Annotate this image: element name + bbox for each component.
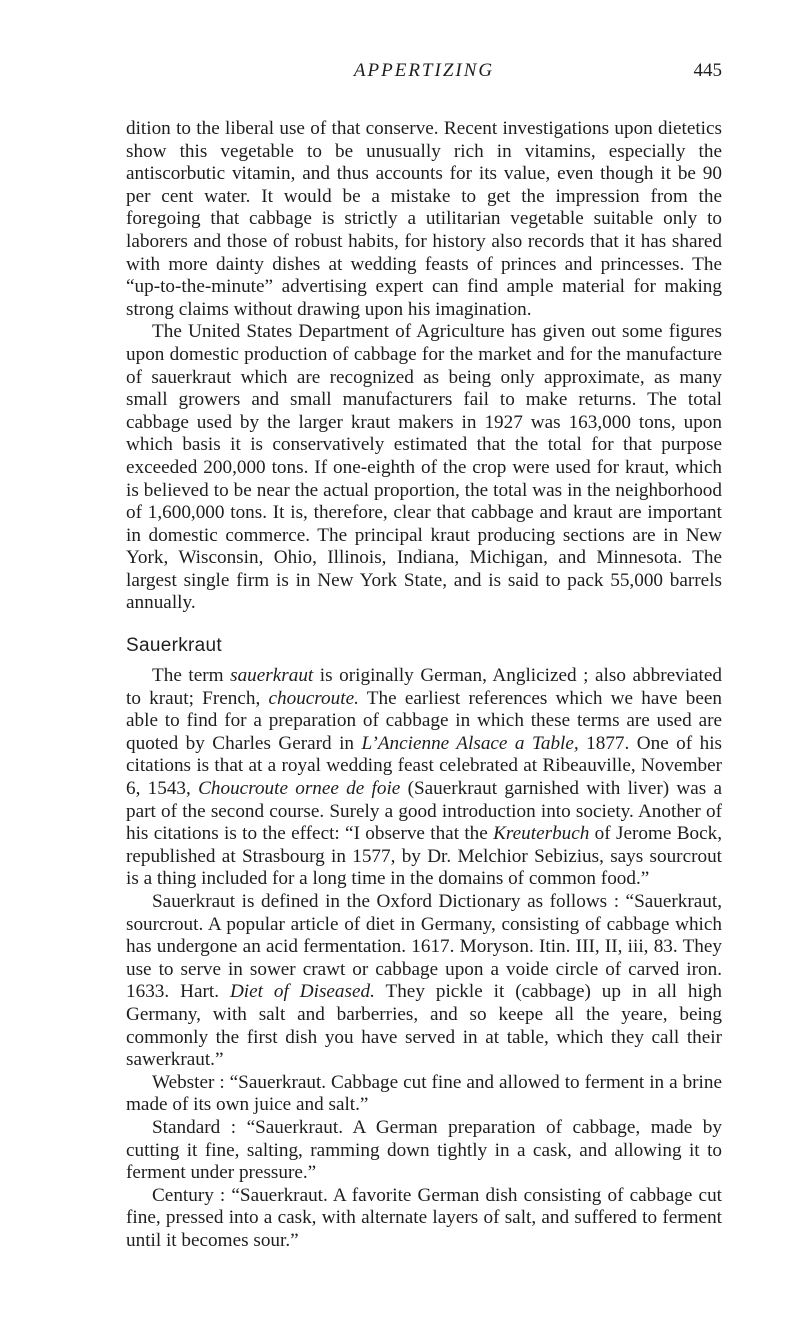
italic-term: sauerkraut bbox=[230, 665, 314, 687]
paragraph-agriculture: The United States Department of Agriculture has given out some figures upon domestic production of cabbage for the market and for the manufacture of sauerkraut which are recognized as being only approximate, as many small growers and small manufacturers fail to make returns. The total cabbage used by the larger kraut makers in 1927 was 163,000 tons, upon which basis it is conservatively estimated that the total for that purpose exceeded 200,000 tons. If one-eighth of the crop were used for kraut, which is believed to be near the actual proportion, the total was in the neighborhood of 1,600,000 tons. It is, therefore, clear that cabbage and kraut are important in domestic commerce. The principal kraut producing sections are in New York, Wisconsin, Ohio, Illinois, Indiana, Michigan, and Minnesota. The largest single firm is in New York State, and is said to pack 55,000 barrels annually. bbox=[126, 321, 722, 614]
italic-book-title: Kreuterbuch bbox=[493, 823, 590, 845]
text-run: They pickle it (cabbage) up in all high Germany, with salt and barberries, and so keepe all the yeare, being commonly the first dish you have served in at table, which they call their sawerkraut.” bbox=[126, 981, 723, 1071]
paragraph-continuation: dition to the liberal use of that conserve. Recent investigations upon dietetics show this vegetable to be unusually rich in vitamins, especially the antiscorbutic vitamin, and thus accounts for its value, even though it be 90 per cent water. It would be a mistake to get the impression from the foregoing that cabbage is strictly a utilitarian vegetable suitable only to laborers and those of robust habits, for history also records that it has shared with more dainty dishes at wedding feasts of princes and princesses. The “up-to-the-minute” advertising expert can find ample material for making strong claims without drawing upon his imagination. bbox=[126, 118, 722, 320]
text-run: The earliest references which we have been able to find for a preparation of cabbage in which these terms are used are quoted by Charles Gerard in bbox=[126, 687, 722, 754]
running-title: APPERTIZING bbox=[353, 60, 495, 81]
paragraph-webster-definition: Webster : “Sauerkraut. Cabbage cut fine and allowed to ferment in a brine made of its own juice and salt.” bbox=[126, 1071, 722, 1116]
page-number: 445 bbox=[693, 60, 722, 81]
book-page bbox=[126, 60, 722, 1253]
text-run: is originally German, Anglicized ; also abbreviated to kraut; French, bbox=[126, 665, 722, 709]
text-run: The term bbox=[152, 665, 231, 687]
text-run: of Jerome Bock, republished at Strasbourg in 1577, by Dr. Melchior Sebizius, says sourcrout is a thing included for a long time in the domains of common food.” bbox=[126, 823, 722, 890]
italic-dish-name: Choucroute ornee de foie bbox=[198, 778, 401, 800]
text-run: 1877. One of his citations is that at a royal wedding feast celebrated at Ribeauville, November 6, 1543, bbox=[126, 732, 722, 800]
italic-book-title: Diet of Diseased. bbox=[229, 981, 375, 1003]
italic-book-title: L’Ancienne Alsace a Table, bbox=[361, 732, 579, 754]
paragraph-oxford-definition bbox=[126, 891, 722, 1072]
paragraph-term-origin bbox=[126, 665, 722, 891]
text-run: (Sauerkraut garnished with liver) was a part of the second course. Surely a good introduction into society. Another of his citations is to the effect: “I observe that the bbox=[126, 778, 722, 845]
body-text bbox=[126, 118, 722, 1253]
italic-term: choucroute. bbox=[268, 687, 359, 709]
text-run: Sauerkraut is defined in the Oxford Dictionary as follows : “Sauerkraut, sourcrout. A popular article of diet in Germany, consisting of cabbage which has undergone an acid fermentation. 1617. Moryson. Itin. III, II, iii, 83. They use to serve in sower crawt or cabbage upon a voide circle of carved iron. 1633. Hart. bbox=[126, 891, 722, 1003]
running-head bbox=[126, 60, 722, 90]
section-heading-sauerkraut: Sauerkraut bbox=[126, 635, 222, 657]
paragraph-standard-definition: Standard : “Sauerkraut. A German preparation of cabbage, made by cutting it fine, salting, ramming down tightly in a cask, and allowing it to ferment under pressure.” bbox=[126, 1116, 722, 1184]
paragraph-century-definition: Century : “Sauerkraut. A favorite German dish consisting of cabbage cut fine, pressed into a cask, with alternate layers of salt, and suffered to ferment until it becomes sour.” bbox=[126, 1184, 722, 1251]
